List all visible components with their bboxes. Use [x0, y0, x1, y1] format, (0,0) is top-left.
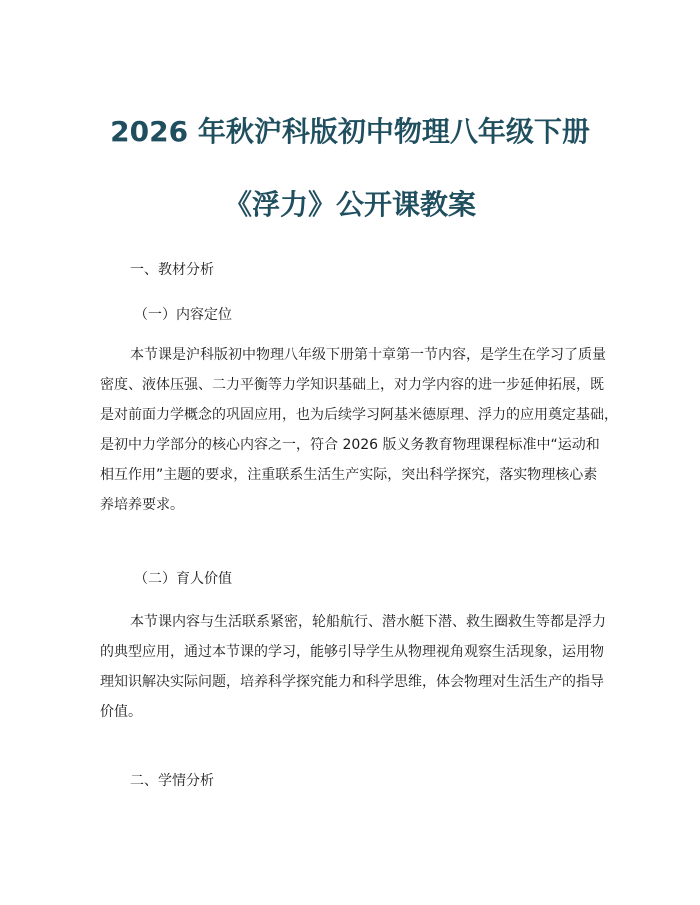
document-title-line-2: 《浮力》公开课教案: [223, 188, 476, 221]
paragraph-line: 养培养要求。: [100, 497, 184, 513]
subsection-heading-content-positioning: （一）内容定位: [134, 307, 232, 323]
paragraph-line: 的典型应用，通过本节课的学习，能够引导学生从物理视角观察生活现象，运用物: [100, 644, 604, 660]
paragraph-line: 本节课内容与生活联系紧密，轮船航行、潜水艇下潜、救生圈救生等都是浮力: [130, 614, 606, 630]
subsection-heading-educational-value: （二）育人价值: [134, 571, 232, 587]
paragraph-line: 相互作用”主题的要求，注重联系生活生产实际，突出科学探究，落实物理核心素: [100, 467, 598, 483]
section-heading-student-analysis: 二、学情分析: [130, 773, 214, 789]
paragraph-line: 理知识解决实际问题，培养科学探究能力和科学思维，体会物理对生活生产的指导: [100, 674, 604, 690]
paragraph-line: 是对前面力学概念的巩固应用，也为后续学习阿基米德原理、浮力的应用奠定基础，: [100, 407, 618, 423]
paragraph-line: 密度、液体压强、二力平衡等力学知识基础上，对力学内容的进一步延伸拓展，既: [100, 377, 604, 393]
paragraph-educational-value: [100, 607, 606, 727]
paragraph-line: 本节课是沪科版初中物理八年级下册第十章第一节内容，是学生在学习了质量: [130, 347, 606, 363]
section-heading-textbook-analysis: 一、教材分析: [130, 262, 214, 278]
paragraph-content-positioning: [100, 340, 618, 520]
document-title-line-1: 2026 年秋沪科版初中物理八年级下册: [110, 115, 590, 148]
paragraph-line: 价值。: [100, 704, 142, 720]
paragraph-line: 是初中力学部分的核心内容之一，符合 2026 版义务教育物理课程标准中“运动和: [100, 437, 600, 453]
